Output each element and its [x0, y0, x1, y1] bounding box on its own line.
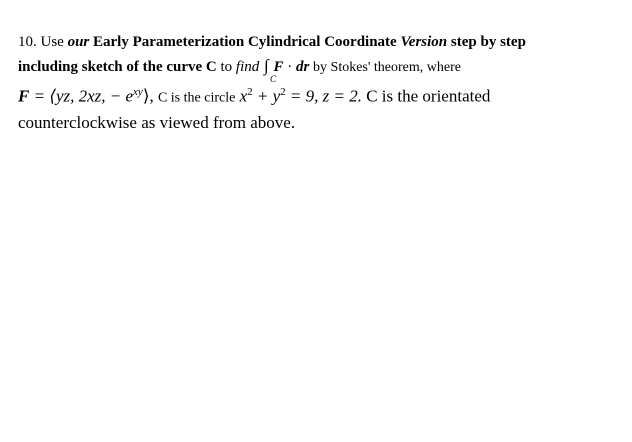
- step-by-step: step by step: [450, 34, 526, 50]
- problem-statement: [18, 30, 618, 135]
- circle-eq-x: x: [239, 86, 248, 106]
- problem-line-4: [18, 111, 618, 135]
- stokes-text: by Stokes' theorem, where: [313, 60, 461, 75]
- exponent-xy: xy: [133, 86, 143, 98]
- field-vector: = ⟨yz, 2xz, − e: [33, 86, 134, 106]
- method-name: Early Parameterization Cylindrical Coordinate: [93, 34, 397, 50]
- orientation-text-cont: counterclockwise as viewed from above.: [18, 112, 296, 132]
- circle-eq-rest: = 9, z = 2.: [285, 86, 362, 106]
- square-y: 2: [280, 86, 286, 98]
- sketch-instruction: including sketch of the curve C: [18, 59, 217, 75]
- field-close: ⟩,: [142, 86, 154, 106]
- problem-number: 10. Use: [18, 34, 64, 50]
- problem-line-1: [18, 30, 618, 54]
- find-word: find: [235, 59, 260, 75]
- circle-eq-y: + y: [252, 86, 281, 106]
- circle-text: C is the circle: [157, 90, 236, 106]
- orientation-text: C is the orientated: [366, 86, 491, 106]
- dr-term: dr: [295, 59, 310, 75]
- problem-line-2: [18, 54, 618, 84]
- version-word: Version: [400, 34, 448, 50]
- problem-line-3: [18, 80, 618, 111]
- vector-field-F: F: [273, 59, 284, 75]
- our-word: our: [67, 34, 90, 50]
- line-integral-icon: ∫ C: [264, 54, 269, 79]
- square-x: 2: [247, 86, 253, 98]
- to-word: to: [220, 59, 233, 75]
- integral-subscript: C: [270, 74, 277, 84]
- field-F: F: [18, 86, 30, 106]
- dot-operator: ·: [287, 59, 293, 75]
